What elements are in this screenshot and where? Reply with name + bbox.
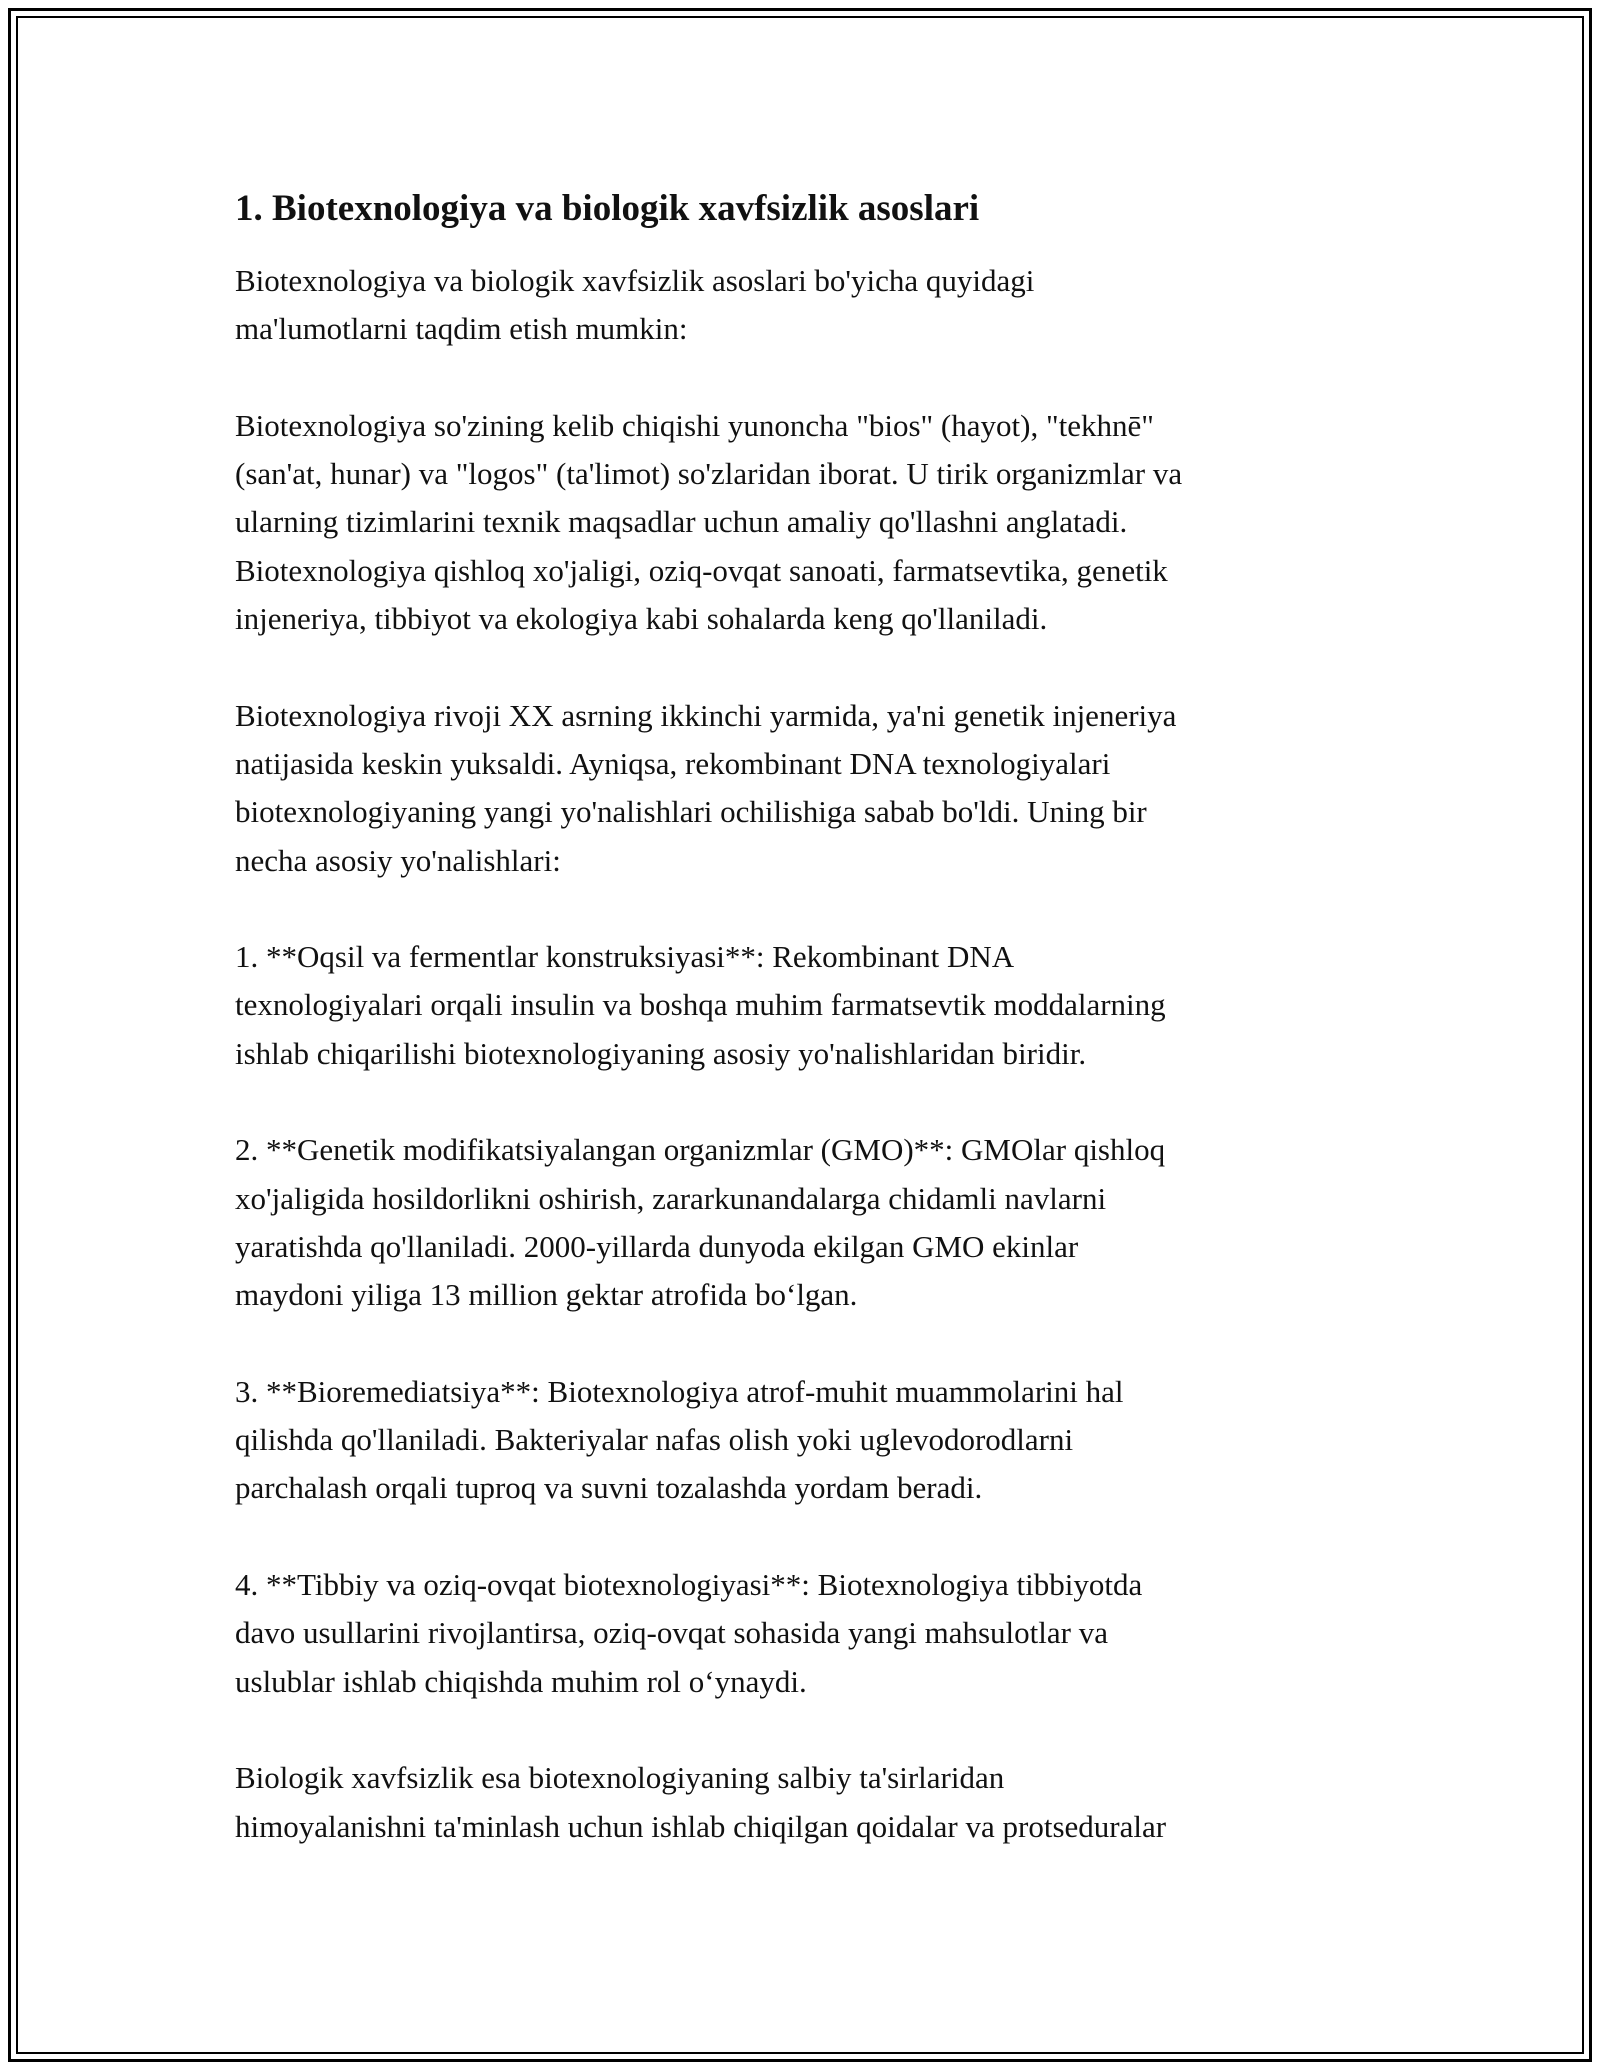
paragraph-development: Biotexnologiya rivoji XX asrning ikkinchi yarmida, ya'ni genetik injeneriya natijasida keskin yuksaldi. Ayniqsa, rekombinant DNA texnologiyalari biotexnologiyaning yangi yo'nalishlari ochilishiga sabab bo'ldi. Uning bir necha asosiy yo'nalishlari: [235, 697, 1177, 878]
document-body [235, 185, 1365, 1899]
list-item-bioremediation: 3. **Bioremediatsiya**: Biotexnologiya atrof-muhit muammolarini hal qilishda qo'llaniladi. Bakteriyalar nafas olish yoki uglevodorodlarni parchalash orqali tuproq va suvni tozalashda yordam beradi. [235, 1373, 1124, 1506]
paragraph-intro: Biotexnologiya va biologik xavfsizlik asoslari bo'yicha quyidagi ma'lumotlarni taqdim etish mumkin: [235, 263, 1035, 347]
paragraph-etymology: Biotexnologiya so'zining kelib chiqishi yunoncha "bios" (hayot), "tekhnē" (san'at, hunar) va "logos" (ta'limot) so'zlaridan iborat. U tirik organizmlar va ularning tizimlarini texnik maqsadlar uchun amaliy qo'llashni anglatadi. Biotexnologiya qishloq xo'jaligi, oziq-ovqat sanoati, farmatsevtika, genetik injeneriya, tibbiyot va ekologiya kabi sohalarda keng qo'llaniladi. [235, 407, 1183, 637]
list-item-proteins: 1. **Oqsil va fermentlar konstruksiyasi**: Rekombinant DNA texnologiyalari orqali insulin va boshqa muhim farmatsevtik moddalarning ishlab chiqarilishi biotexnologiyaning asosiy yo'nalishlaridan biridir. [235, 939, 1166, 1071]
paragraph-biosafety: Biologik xavfsizlik esa biotexnologiyaning salbiy ta'sirlaridan himoyalanishni ta'minlash uchun ishlab chiqilgan qoidalar va protseduralar [235, 1760, 1167, 1844]
list-item-gmo: 2. **Genetik modifikatsiyalangan organizmlar (GMO)**: GMOlar qishloq xo'jaligida hosildorlikni oshirish, zararkunandalarga chidamli navlarni yaratishda qo'llaniladi. 2000-yillarda dunyoda ekilgan GMO ekinlar maydoni yiliga 13 million gektar atrofida bo‘lgan. [235, 1132, 1166, 1313]
document-title: 1. Biotexnologiya va biologik xavfsizlik asoslari [235, 188, 980, 229]
list-item-medical-food: 4. **Tibbiy va oziq-ovqat biotexnologiyasi**: Biotexnologiya tibbiyotda davo usullarini rivojlantirsa, oziq-ovqat sohasida yangi mahsulotlar va uslublar ishlab chiqishda muhim rol o‘ynaydi. [235, 1567, 1143, 1699]
